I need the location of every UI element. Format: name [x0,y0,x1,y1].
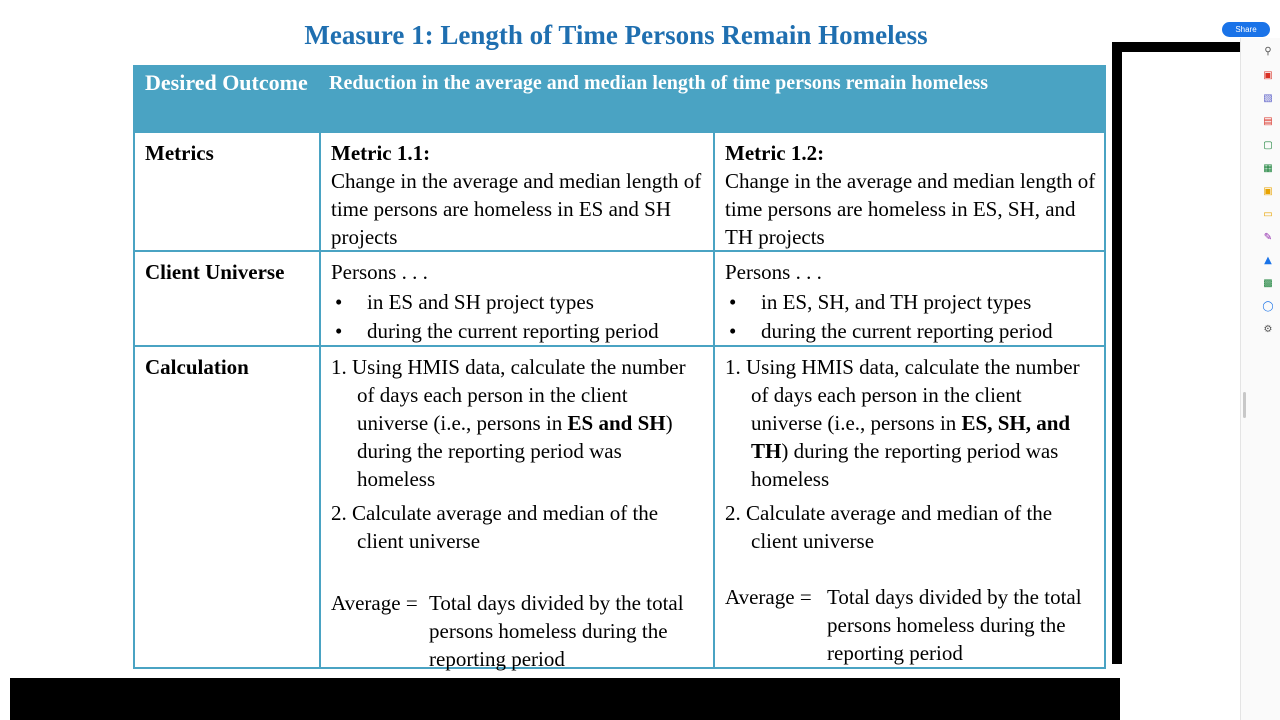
average-label: Average = [331,591,418,615]
tools-sidebar [1240,38,1280,720]
list-item: • during the current reporting period [725,317,1096,346]
metric-1-1-cell [319,133,713,250]
calculation-row [135,345,1104,669]
protect-icon[interactable]: ◯ [1262,301,1274,312]
list-item: • in ES, SH, and TH project types [725,288,1096,317]
fill-icon[interactable]: ▲ [1264,255,1272,266]
desired-outcome-row [135,67,1104,131]
average-label: Average = [725,585,812,609]
universe-1-2-cell [713,252,1106,345]
viewer-top-bar [1112,0,1240,43]
sign-icon[interactable]: ✎ [1263,232,1273,243]
average-formula [331,589,703,673]
combine-icon[interactable]: ▧ [1263,93,1273,104]
universe-1-2-intro: Persons . . . [725,260,822,284]
search-icon[interactable]: ⚲ [1264,46,1272,57]
client-universe-label: Client Universe [145,260,285,284]
metrics-label: Metrics [145,141,214,165]
average-text: Total days divided by the total persons homeless during the reporting period [429,591,684,671]
slide-title: Measure 1: Length of Time Persons Remain Homeless [304,20,928,50]
metric-1-2-text: Change in the average and median length of time persons are homeless in ES, SH, and TH projects [725,169,1096,249]
calculation-1-1-cell [319,347,713,669]
calc-step-1: 1. Using HMIS data, calculate the number of days each person in the client universe (i.e., persons in ES, SH, and TH) during the reporting period was homeless [725,355,1080,491]
metric-1-2-title: Metric 1.2: [725,141,825,165]
create-icon[interactable]: ▣ [1263,186,1273,197]
comment-icon[interactable]: ▭ [1263,209,1273,220]
client-universe-row [135,250,1104,345]
metric-1-2-cell [713,133,1106,250]
scrollbar[interactable] [1243,392,1246,418]
average-text: Total days divided by the total persons homeless during the reporting period [827,585,1082,665]
calc-step-1: 1. Using HMIS data, calculate the number of days each person in the client universe (i.e., persons in ES and SH) during the reporting period was homeless [331,355,686,491]
measure-table [133,65,1106,669]
average-formula [725,583,1096,667]
preview-panel [1122,52,1240,664]
pdf-icon[interactable]: ▣ [1263,70,1273,81]
tools-icon[interactable]: ⚙ [1263,324,1273,335]
desired-outcome-value: Reduction in the average and median length of time persons remain homeless [329,72,989,94]
desired-outcome-label: Desired Outcome [145,70,308,95]
print-icon[interactable]: ▩ [1263,278,1273,289]
list-item: • in ES and SH project types [331,288,703,317]
calc-step-2: 2. Calculate average and median of the client universe [331,501,659,553]
list-item: • during the current reporting period [331,317,703,346]
metric-1-1-text: Change in the average and median length of time persons are homeless in ES and SH projects [331,169,702,249]
universe-1-1-cell [319,252,713,345]
calc-step-2: 2. Calculate average and median of the client universe [725,501,1053,553]
calculation-label: Calculation [145,355,249,379]
edit-icon[interactable]: ▦ [1263,163,1273,174]
bottom-bar [10,678,1120,720]
share-button[interactable]: Share [1222,22,1270,37]
organize-icon[interactable]: ▤ [1263,116,1273,127]
universe-1-1-intro: Persons . . . [331,260,428,284]
metric-1-1-title: Metric 1.1: [331,141,431,165]
calculation-1-2-cell [713,347,1106,669]
metrics-row [135,131,1104,250]
export-icon[interactable]: ▢ [1263,140,1273,151]
